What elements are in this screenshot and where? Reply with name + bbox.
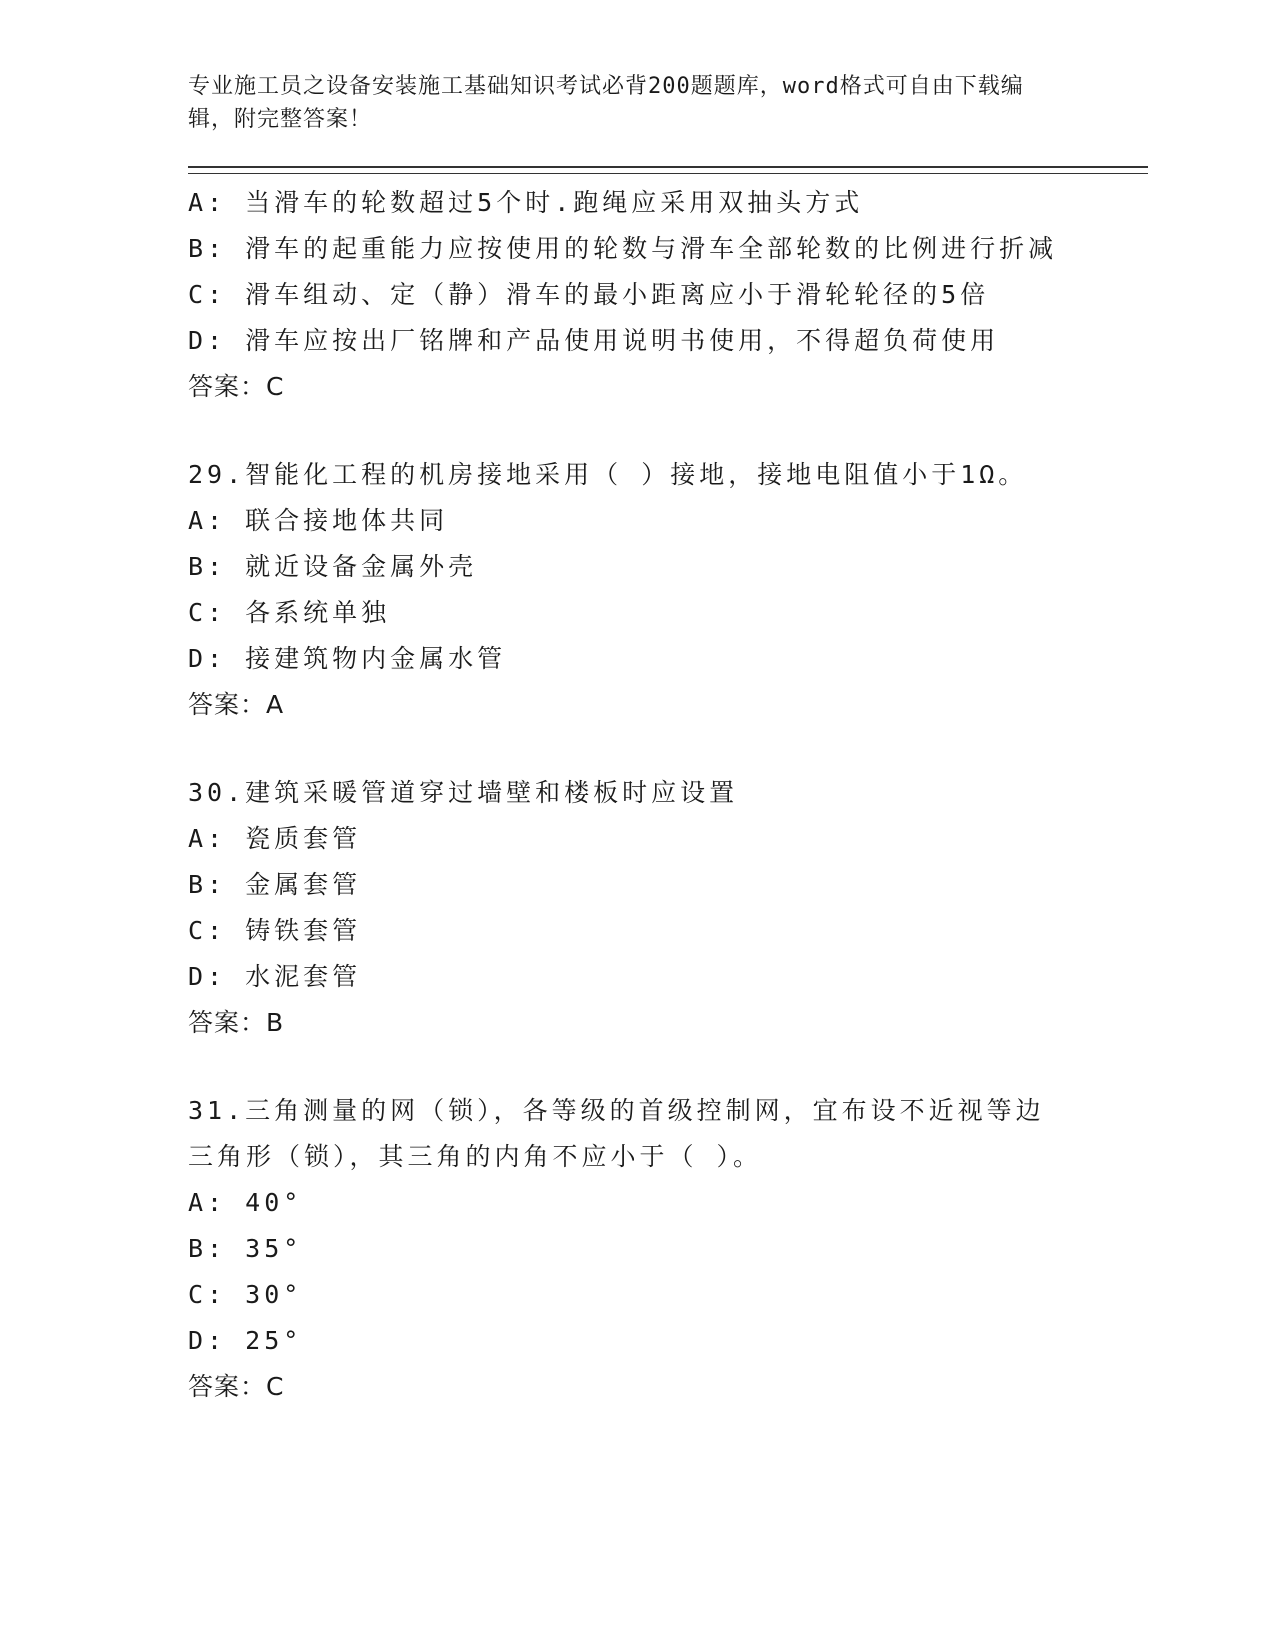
option-b: B: 滑车的起重能力应按使用的轮数与滑车全部轮数的比例进行折减	[188, 234, 1058, 263]
question-30	[188, 770, 1148, 1046]
option-c: C: 滑车组动、定（静）滑车的最小距离应小于滑轮轮径的5倍	[188, 280, 990, 309]
question-stem: 30.建筑采暖管道穿过墙壁和楼板时应设置	[188, 778, 739, 807]
question-29	[188, 452, 1148, 728]
question-28	[188, 180, 1148, 410]
answer-line: 答案：C	[188, 1372, 285, 1401]
option-b: B: 就近设备金属外壳	[188, 552, 478, 581]
question-31	[188, 1088, 1148, 1410]
question-stem: 29.智能化工程的机房接地采用（ ）接地，接地电阻值小于1Ω。	[188, 460, 1028, 489]
document-page	[188, 70, 1148, 1452]
option-d: D: 接建筑物内金属水管	[188, 644, 507, 673]
option-a: A: 当滑车的轮数超过5个时.跑绳应采用双抽头方式	[188, 188, 864, 217]
option-d: D: 水泥套管	[188, 962, 362, 991]
question-list	[188, 180, 1148, 1410]
answer-line: 答案：A	[188, 690, 285, 719]
option-d: D: 滑车应按出厂铭牌和产品使用说明书使用，不得超负荷使用	[188, 326, 1000, 355]
option-b: B: 金属套管	[188, 870, 362, 899]
question-stem: 31.三角测量的网（锁），各等级的首级控制网，宜布设不近视等边三角形（锁），其三角的内角不应小于（ ）。	[188, 1096, 1045, 1171]
option-a: A: 联合接地体共同	[188, 506, 449, 535]
option-c: C: 铸铁套管	[188, 916, 362, 945]
option-c: C: 各系统单独	[188, 598, 391, 627]
answer-line: 答案：C	[188, 372, 285, 401]
document-header: 专业施工员之设备安装施工基础知识考试必背200题题库，word格式可自由下载编辑，附完整答案！	[188, 74, 1024, 132]
answer-line: 答案：B	[188, 1008, 285, 1037]
header-divider	[188, 166, 1148, 174]
option-b: B: 35°	[188, 1234, 303, 1263]
option-a: A: 瓷质套管	[188, 824, 362, 853]
option-a: A: 40°	[188, 1188, 303, 1217]
option-d: D: 25°	[188, 1326, 303, 1355]
option-c: C: 30°	[188, 1280, 303, 1309]
